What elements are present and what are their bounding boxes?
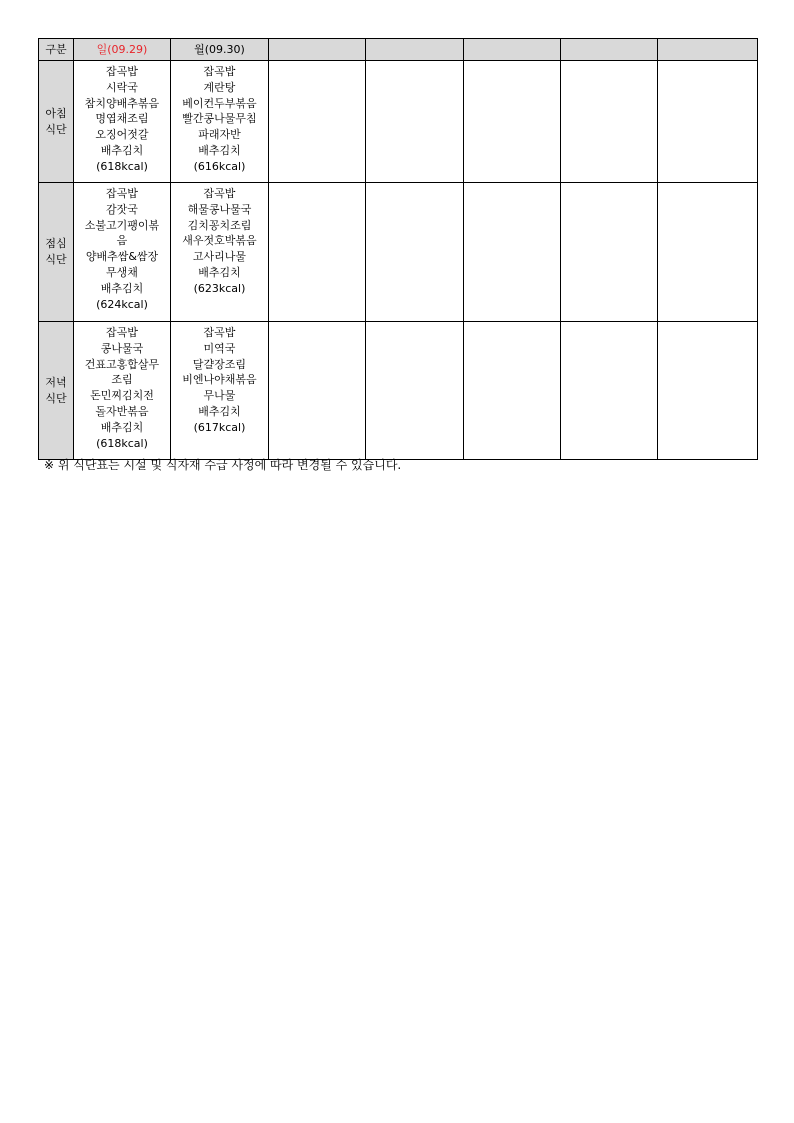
menu-item: 조림 xyxy=(111,373,133,387)
menu-item: 참치양배추볶음 xyxy=(84,96,160,110)
menu-item: 새우젓호박볶음 xyxy=(182,234,257,248)
empty-cell xyxy=(561,183,658,322)
menu-item: 배추김치 xyxy=(198,265,241,279)
menu-item: 미역국 xyxy=(203,341,236,355)
menu-item: (616kcal) xyxy=(193,159,246,173)
menu-item: 잡곡밥 xyxy=(203,326,236,339)
menu-item: 잡곡밥 xyxy=(106,65,138,78)
menu-item: 돌자반볶음 xyxy=(95,404,149,418)
menu-cell xyxy=(171,183,269,322)
empty-cell xyxy=(269,61,366,183)
menu-item: 음 xyxy=(116,234,128,248)
menu-cell xyxy=(74,183,171,322)
menu-item: 잡곡밥 xyxy=(106,187,138,200)
empty-cell xyxy=(366,322,464,460)
meal-label-breakfast: 아침 식단 xyxy=(39,61,74,183)
menu-item: 시락국 xyxy=(106,80,138,94)
empty-cell xyxy=(561,61,658,183)
menu-item: 배추김치 xyxy=(100,420,144,434)
weekly-menu-table xyxy=(38,38,758,460)
menu-item: 배추김치 xyxy=(198,404,241,418)
menu-cell xyxy=(171,322,269,460)
menu-item: 콩나물국 xyxy=(100,341,144,355)
menu-cell xyxy=(74,322,171,460)
empty-cell xyxy=(269,183,366,322)
menu-item: 잡곡밥 xyxy=(203,187,236,200)
menu-item: 배추김치 xyxy=(100,143,144,157)
menu-item: 배추김치 xyxy=(198,143,241,157)
menu-item: 고사리나물 xyxy=(192,250,247,264)
menu-item: 베이컨두부볶음 xyxy=(182,96,257,110)
menu-item: 감잣국 xyxy=(106,202,138,216)
breakfast-row xyxy=(39,61,758,183)
empty-cell xyxy=(366,61,464,183)
menu-item: 양배추쌈&쌈장 xyxy=(85,250,159,264)
meal-label-lunch: 점심 식단 xyxy=(39,183,74,322)
menu-item: (623kcal) xyxy=(193,281,246,295)
menu-item: 무나물 xyxy=(203,389,236,403)
menu-item: 소불고기팽이볶 xyxy=(84,218,160,232)
empty-cell xyxy=(269,322,366,460)
empty-cell xyxy=(658,61,758,183)
dinner-row xyxy=(39,322,758,460)
meal-label-dinner: 저녁 식단 xyxy=(39,322,74,460)
menu-item: (617kcal) xyxy=(193,420,246,434)
empty-cell xyxy=(366,183,464,322)
empty-cell xyxy=(658,183,758,322)
menu-item: (618kcal) xyxy=(96,436,148,450)
menu-change-notice: ※ 위 식단표는 시설 및 식자재 수급 사정에 따라 변경될 수 있습니다. xyxy=(44,458,402,472)
menu-cell xyxy=(74,61,171,183)
day-header-empty xyxy=(366,39,464,61)
menu-item: 달걀장조림 xyxy=(192,357,247,371)
day-header-empty xyxy=(658,39,758,61)
menu-item: 비엔나야채볶음 xyxy=(182,373,257,387)
lunch-row xyxy=(39,183,758,322)
day-header-empty xyxy=(561,39,658,61)
empty-cell xyxy=(561,322,658,460)
empty-cell xyxy=(464,61,561,183)
menu-item: 돈민찌김치전 xyxy=(90,389,154,403)
menu-item: (618kcal) xyxy=(96,159,148,173)
menu-item: 건표고홍합살무 xyxy=(84,357,160,371)
menu-item: 무생채 xyxy=(106,265,138,279)
empty-cell xyxy=(464,183,561,322)
menu-item: (624kcal) xyxy=(96,297,148,311)
empty-cell xyxy=(658,322,758,460)
day-header-monday: 월(09.30) xyxy=(171,39,269,61)
menu-item: 계란탕 xyxy=(203,80,236,94)
category-header: 구분 xyxy=(39,39,74,61)
menu-item: 빨간콩나물무침 xyxy=(182,112,257,126)
menu-item: 해물콩나물국 xyxy=(187,202,252,216)
header-row xyxy=(39,39,758,61)
day-header-empty xyxy=(464,39,561,61)
menu-item: 오징어젓갈 xyxy=(95,128,149,142)
day-header-sunday: 일(09.29) xyxy=(74,39,171,61)
menu-item: 잡곡밥 xyxy=(203,65,236,78)
menu-item: 잡곡밥 xyxy=(106,326,138,339)
menu-item: 명엽채조림 xyxy=(95,112,149,126)
menu-cell xyxy=(171,61,269,183)
day-header-empty xyxy=(269,39,366,61)
empty-cell xyxy=(464,322,561,460)
menu-item: 배추김치 xyxy=(100,281,144,295)
menu-item: 파래자반 xyxy=(198,128,241,142)
menu-item: 김치꽁치조림 xyxy=(187,218,252,232)
